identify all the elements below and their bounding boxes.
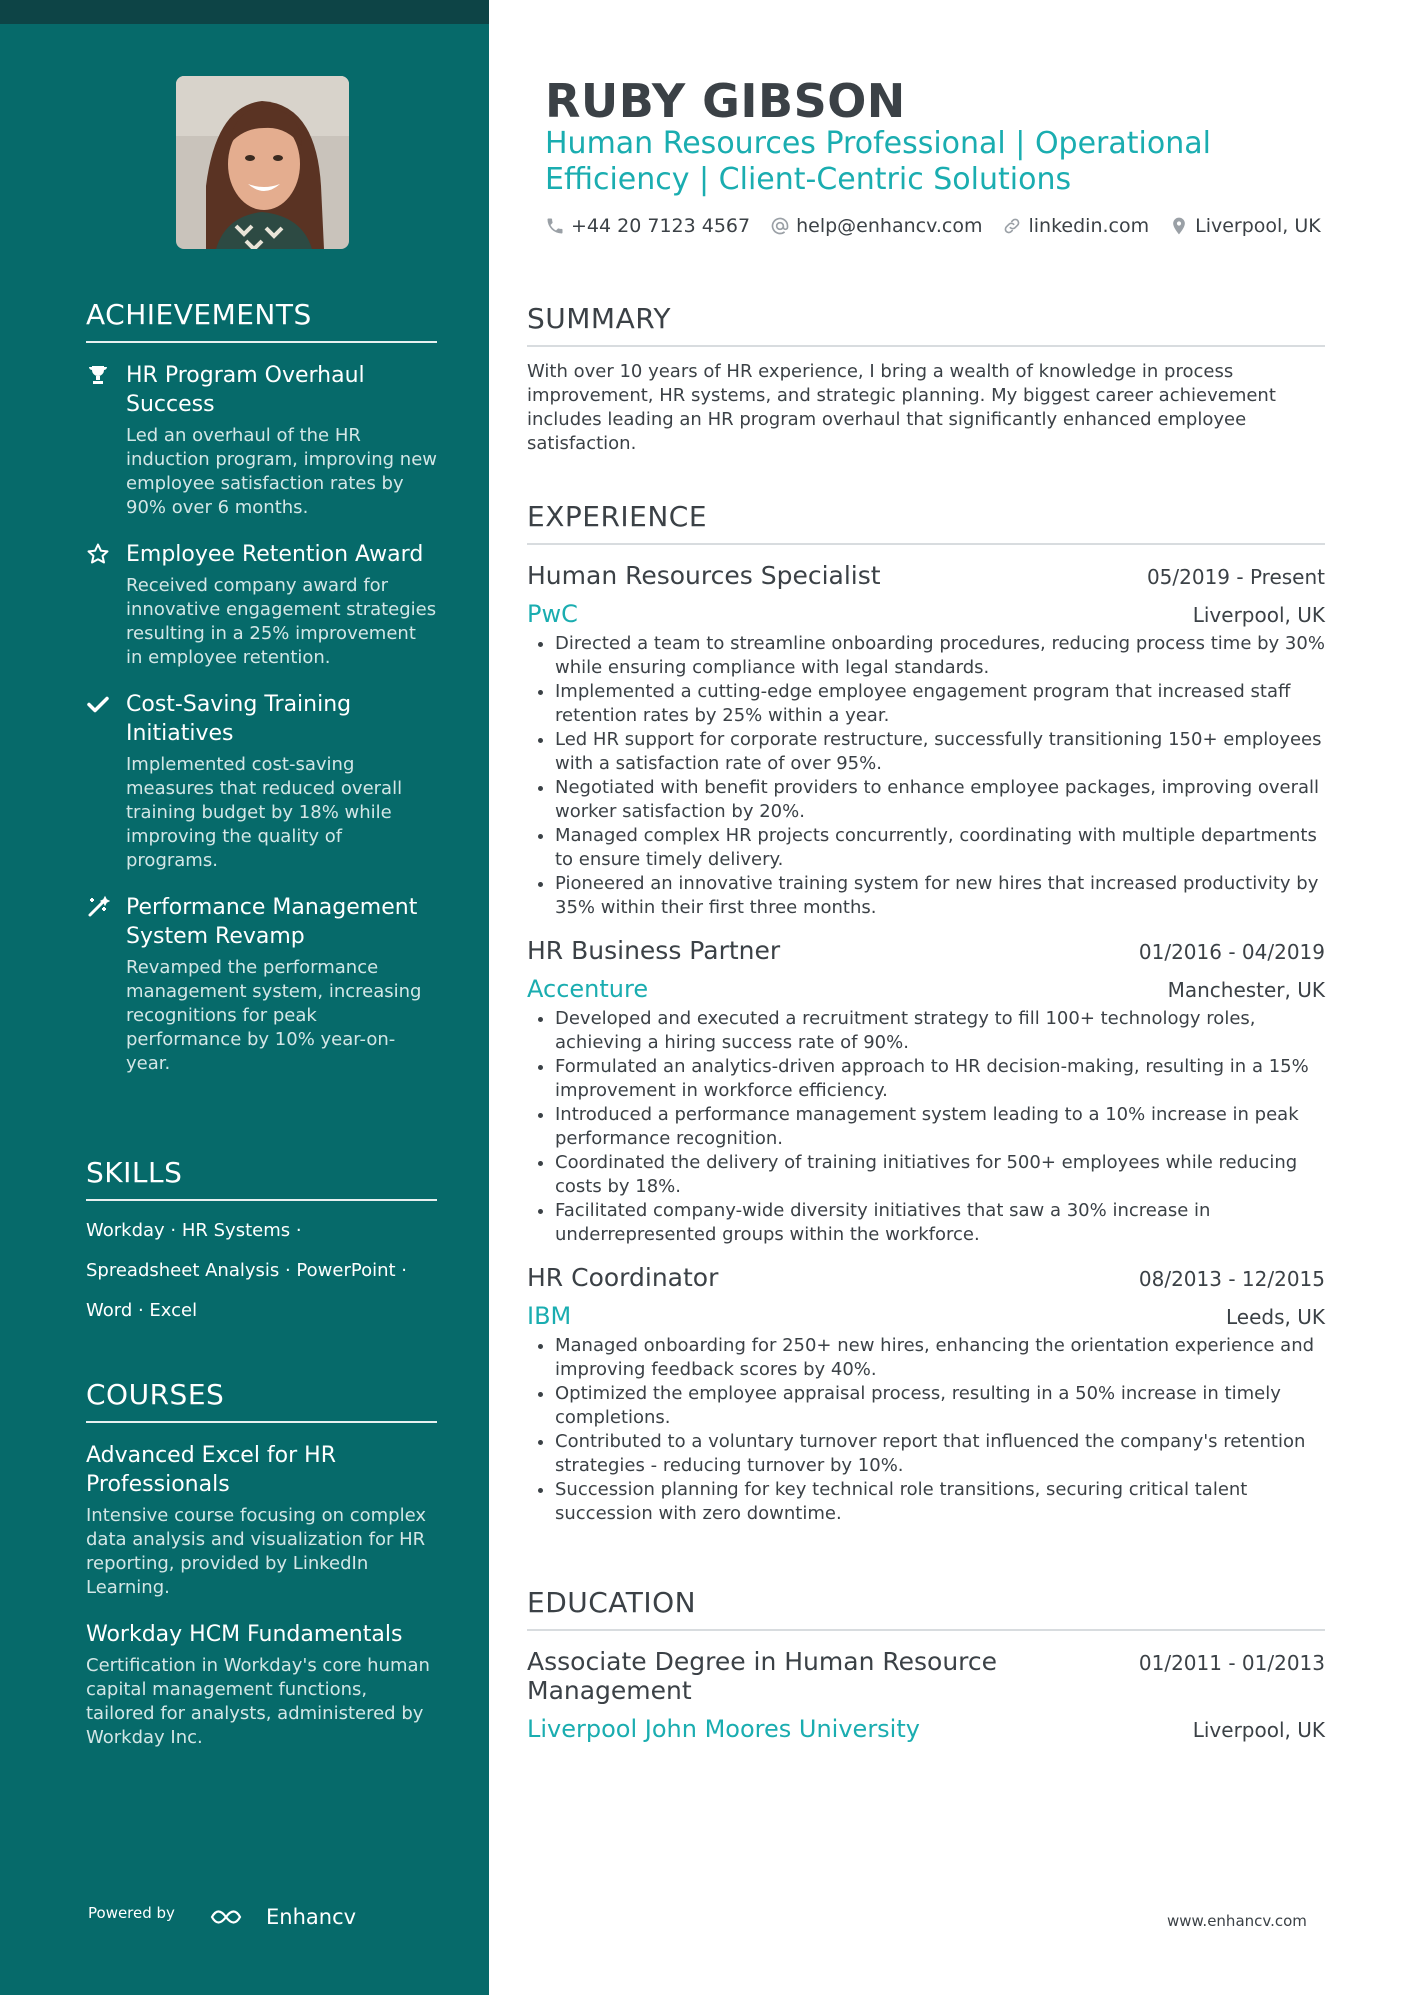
courses-title: COURSES — [86, 1378, 437, 1423]
job-location: Liverpool, UK — [1192, 603, 1325, 627]
job-entry — [527, 1263, 1325, 1526]
contact-linkedin[interactable] — [1002, 215, 1149, 237]
school-name: Liverpool John Moores University — [527, 1715, 920, 1743]
headline: Human Resources Professional | Operational Efficiency | Client-Centric Solutions — [545, 126, 1211, 197]
job-bullets — [527, 1007, 1325, 1247]
job-bullet: • Optimized the employee appraisal process, resulting in a 50% increase in timely completions. — [555, 1382, 1325, 1430]
skills-line: Workday · HR Systems · — [86, 1220, 302, 1241]
summary-title: SUMMARY — [527, 302, 1325, 347]
magic-wand-icon — [86, 895, 110, 919]
achievement-item — [86, 690, 437, 873]
profile-photo — [176, 76, 349, 249]
contact-location-text: Liverpool, UK — [1195, 215, 1321, 237]
job-bullet: • Directed a team to streamline onboarding procedures, reducing process time by 30% while ensuring compliance with legal standards. — [555, 632, 1325, 680]
achievement-title: Performance Management System Revamp — [126, 895, 418, 949]
job-bullet: • Developed and executed a recruitment strategy to fill 100+ technology roles, achieving a hiring success rate of 90%. — [555, 1007, 1325, 1055]
job-title: HR Business Partner — [527, 936, 781, 965]
job-bullet: • Introduced a performance management system leading to a 10% increase in peak performance recognition. — [555, 1103, 1325, 1151]
contact-phone[interactable] — [545, 215, 750, 237]
experience-title: EXPERIENCE — [527, 500, 1325, 545]
contact-email-text: help@enhancv.com — [796, 215, 983, 237]
course-title: Workday HCM Fundamentals — [86, 1622, 403, 1647]
achievement-item — [86, 540, 437, 670]
achievement-item — [86, 361, 437, 520]
job-bullet: • Implemented a cutting-edge employee engagement program that increased staff retention rates by 25% within a year. — [555, 680, 1325, 728]
job-bullet: • Succession planning for key technical role transitions, securing critical talent succession with zero downtime. — [555, 1478, 1325, 1526]
job-entry — [527, 561, 1325, 920]
at-icon — [770, 216, 790, 236]
job-bullet: • Coordinated the delivery of training initiatives for 500+ employees while reducing costs by 18%. — [555, 1151, 1325, 1199]
job-location: Leeds, UK — [1226, 1305, 1325, 1329]
course-item — [86, 1620, 437, 1750]
job-title: HR Coordinator — [527, 1263, 719, 1292]
summary-text: With over 10 years of HR experience, I bring a wealth of knowledge in process improvement, HR systems, and strategic planning. My biggest career achievement includes leading an HR program overhaul that significantly enhanced employee satisfaction. — [527, 361, 1276, 454]
job-bullets — [527, 632, 1325, 920]
contact-linkedin-text: linkedin.com — [1028, 215, 1150, 237]
job-entry — [527, 936, 1325, 1247]
job-bullet: • Facilitated company-wide diversity initiatives that saw a 30% increase in underrepresented groups within the workforce. — [555, 1199, 1325, 1247]
skills-line: Spreadsheet Analysis · PowerPoint · — [86, 1260, 407, 1281]
footer-url[interactable]: www.enhancv.com — [1167, 1912, 1307, 1930]
degree-title: Associate Degree in Human Resource Management — [527, 1647, 998, 1705]
link-icon — [1002, 216, 1022, 236]
contact-bar — [545, 215, 1321, 237]
job-bullet: • Contributed to a voluntary turnover report that influenced the company's retention strategies - reducing turnover by 10%. — [555, 1430, 1325, 1478]
achievements-title: ACHIEVEMENTS — [86, 298, 437, 343]
company-name: PwC — [527, 600, 578, 628]
course-desc: Certification in Workday's core human capital management functions, tailored for analysts, administered by Workday Inc. — [86, 1655, 430, 1748]
job-date: 01/2016 - 04/2019 — [1138, 940, 1325, 964]
job-bullet: • Formulated an analytics-driven approach to HR decision-making, resulting in a 15% improvement in workforce efficiency. — [555, 1055, 1325, 1103]
contact-email[interactable] — [770, 215, 982, 237]
company-name: IBM — [527, 1302, 572, 1330]
job-location: Manchester, UK — [1167, 978, 1325, 1002]
logo-wordmark: Enhancv — [266, 1905, 357, 1929]
course-title: Advanced Excel for HR Professionals — [86, 1443, 337, 1497]
education-location: Liverpool, UK — [1192, 1718, 1325, 1742]
location-pin-icon — [1169, 216, 1189, 236]
job-title: Human Resources Specialist — [527, 561, 881, 590]
sidebar-top-band — [0, 0, 489, 24]
achievement-title: Employee Retention Award — [126, 542, 424, 567]
job-bullet: • Managed complex HR projects concurrently, coordinating with multiple departments to ensure timely delivery. — [555, 824, 1325, 872]
achievements-section — [86, 298, 437, 1096]
job-date: 08/2013 - 12/2015 — [1138, 1267, 1325, 1291]
education-title: EDUCATION — [527, 1586, 1325, 1631]
job-bullet: • Pioneered an innovative training system for new hires that increased productivity by 35% within their first three months. — [555, 872, 1325, 920]
experience-section — [527, 500, 1325, 1526]
achievement-title: HR Program Overhaul Success — [126, 363, 365, 417]
company-name: Accenture — [527, 975, 649, 1003]
skills-section — [86, 1156, 437, 1339]
achievement-item — [86, 893, 437, 1076]
achievement-desc: Led an overhaul of the HR induction program, improving new employee satisfaction rates by 90% over 6 months. — [126, 425, 438, 518]
sidebar — [0, 0, 489, 1995]
summary-section — [527, 302, 1325, 456]
education-section — [527, 1586, 1325, 1743]
skills-line: Word · Excel — [86, 1300, 198, 1321]
education-date: 01/2011 - 01/2013 — [1138, 1651, 1325, 1675]
contact-location — [1169, 215, 1321, 237]
achievement-desc: Received company award for innovative engagement strategies resulting in a 25% improvement in employee retention. — [126, 575, 437, 668]
achievement-desc: Revamped the performance management system, increasing recognitions for peak performance by 10% year-on-year. — [126, 957, 422, 1074]
skills-title: SKILLS — [86, 1156, 437, 1201]
education-entry — [527, 1647, 1325, 1743]
achievement-desc: Implemented cost-saving measures that reduced overall training budget by 18% while improving the quality of programs. — [126, 754, 403, 871]
contact-phone-text: +44 20 7123 4567 — [571, 215, 751, 237]
achievement-title: Cost-Saving Training Initiatives — [126, 692, 352, 746]
candidate-name: RUBY GIBSON — [545, 74, 906, 128]
job-bullet: • Negotiated with benefit providers to enhance employee packages, improving overall worker satisfaction by 20%. — [555, 776, 1325, 824]
trophy-icon — [86, 363, 110, 387]
course-item — [86, 1441, 437, 1600]
courses-section — [86, 1378, 437, 1770]
enhancv-logo[interactable] — [208, 1902, 368, 1936]
checkmark-icon — [86, 692, 110, 716]
job-bullet: • Led HR support for corporate restructure, successfully transitioning 150+ employees with a satisfaction rate of over 95%. — [555, 728, 1325, 776]
powered-by-label: Powered by — [88, 1904, 175, 1922]
course-desc: Intensive course focusing on complex data analysis and visualization for HR reporting, provided by LinkedIn Learning. — [86, 1505, 426, 1598]
job-bullets — [527, 1334, 1325, 1526]
star-icon — [86, 542, 110, 566]
phone-icon — [545, 216, 565, 236]
job-bullet: • Managed onboarding for 250+ new hires, enhancing the orientation experience and improving feedback scores by 40%. — [555, 1334, 1325, 1382]
job-date: 05/2019 - Present — [1146, 565, 1325, 589]
